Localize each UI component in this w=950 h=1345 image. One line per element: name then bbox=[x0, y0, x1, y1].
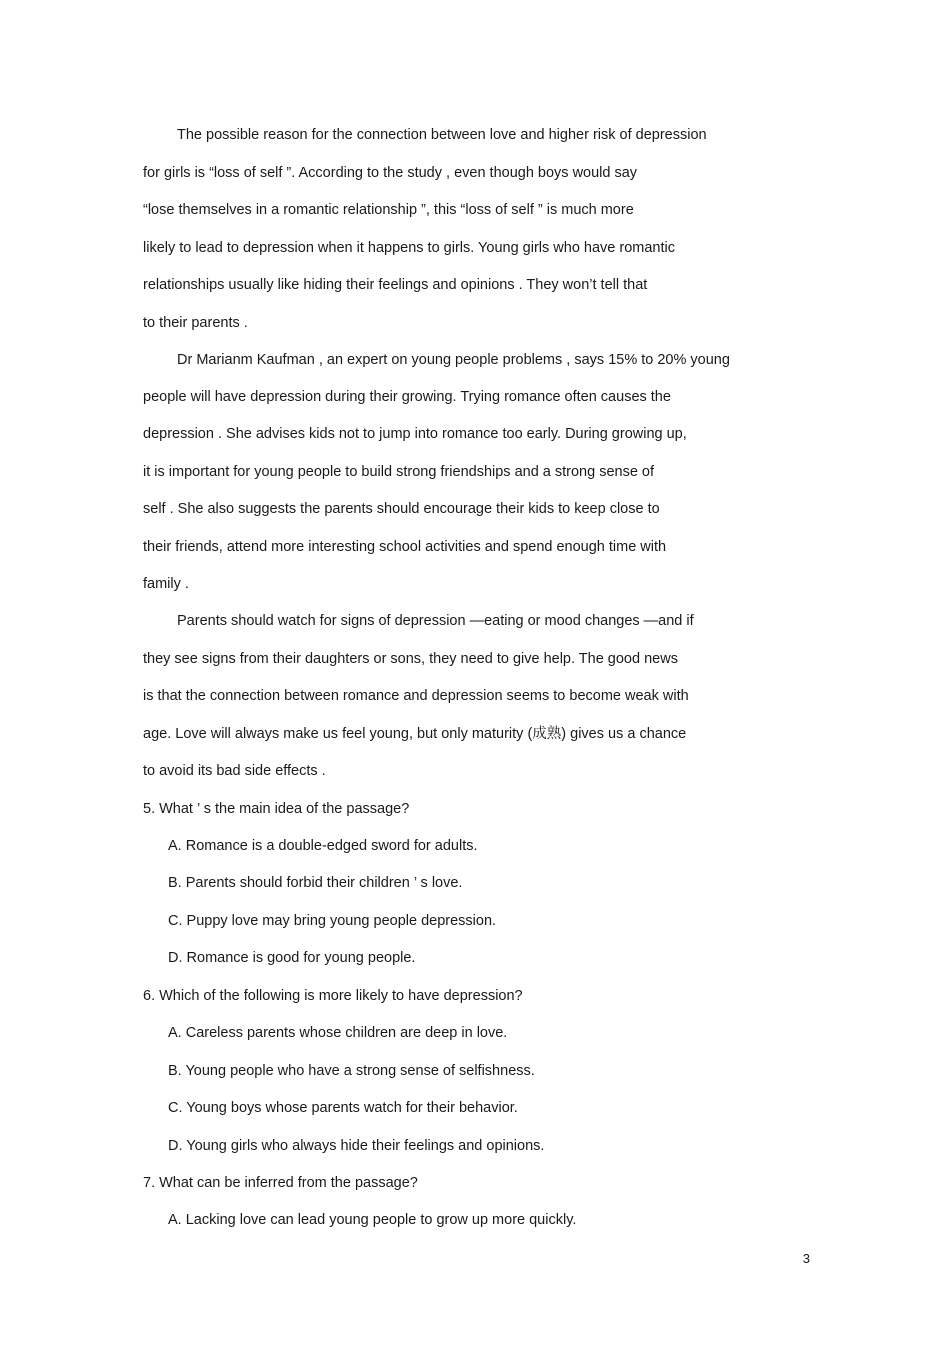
passage-line: self . She also suggests the parents should encourage their kids to keep close to bbox=[143, 501, 660, 517]
answer-option: D. Young girls who always hide their feelings and opinions. bbox=[168, 1138, 545, 1154]
passage-line: for girls is “loss of self ”. According to the study , even though boys would say bbox=[143, 165, 638, 181]
question-stem: 5. What ’ s the main idea of the passage? bbox=[143, 801, 410, 817]
question-stem: 6. Which of the following is more likely to have depression? bbox=[143, 988, 523, 1004]
passage-line: likely to lead to depression when it happens to girls. Young girls who have romantic bbox=[143, 240, 675, 256]
passage-line: The possible reason for the connection between love and higher risk of depression bbox=[177, 127, 707, 143]
passage-line: their friends, attend more interesting school activities and spend enough time with bbox=[143, 539, 667, 555]
passage-line: Parents should watch for signs of depression —eating or mood changes —and if bbox=[177, 613, 694, 629]
answer-option: C. Young boys whose parents watch for their behavior. bbox=[168, 1100, 518, 1116]
passage-line: they see signs from their daughters or sons, they need to give help. The good news bbox=[143, 651, 678, 667]
passage-line: age. Love will always make us feel young, but only maturity (成熟) gives us a chance bbox=[143, 726, 687, 742]
passage-line: Dr Marianm Kaufman , an expert on young people problems , says 15% to 20% young bbox=[177, 352, 730, 368]
answer-option: B. Parents should forbid their children ’ s love. bbox=[168, 875, 463, 891]
question-stem: 7. What can be inferred from the passage? bbox=[143, 1175, 418, 1191]
passage-line: depression . She advises kids not to jump into romance too early. During growing up, bbox=[143, 426, 687, 442]
answer-option: A. Careless parents whose children are deep in love. bbox=[168, 1025, 508, 1041]
answer-option: A. Lacking love can lead young people to grow up more quickly. bbox=[168, 1212, 577, 1228]
passage-line: is that the connection between romance and depression seems to become weak with bbox=[143, 688, 689, 704]
passage-line: relationships usually like hiding their feelings and opinions . They won’t tell that bbox=[143, 277, 648, 293]
passage-line: people will have depression during their growing. Trying romance often causes the bbox=[143, 389, 671, 405]
answer-option: D. Romance is good for young people. bbox=[168, 950, 416, 966]
passage-line: to their parents . bbox=[143, 315, 248, 331]
passage-line: to avoid its bad side effects . bbox=[143, 763, 326, 779]
page-number: 3 bbox=[802, 1251, 810, 1266]
passage-line: it is important for young people to build strong friendships and a strong sense of bbox=[143, 464, 655, 480]
passage-line: family . bbox=[143, 576, 189, 592]
answer-option: B. Young people who have a strong sense of selfishness. bbox=[168, 1063, 535, 1079]
answer-option: C. Puppy love may bring young people depression. bbox=[168, 913, 497, 929]
answer-option: A. Romance is a double-edged sword for adults. bbox=[168, 838, 478, 854]
passage-line: “lose themselves in a romantic relationship ”, this “loss of self ” is much more bbox=[143, 202, 634, 218]
